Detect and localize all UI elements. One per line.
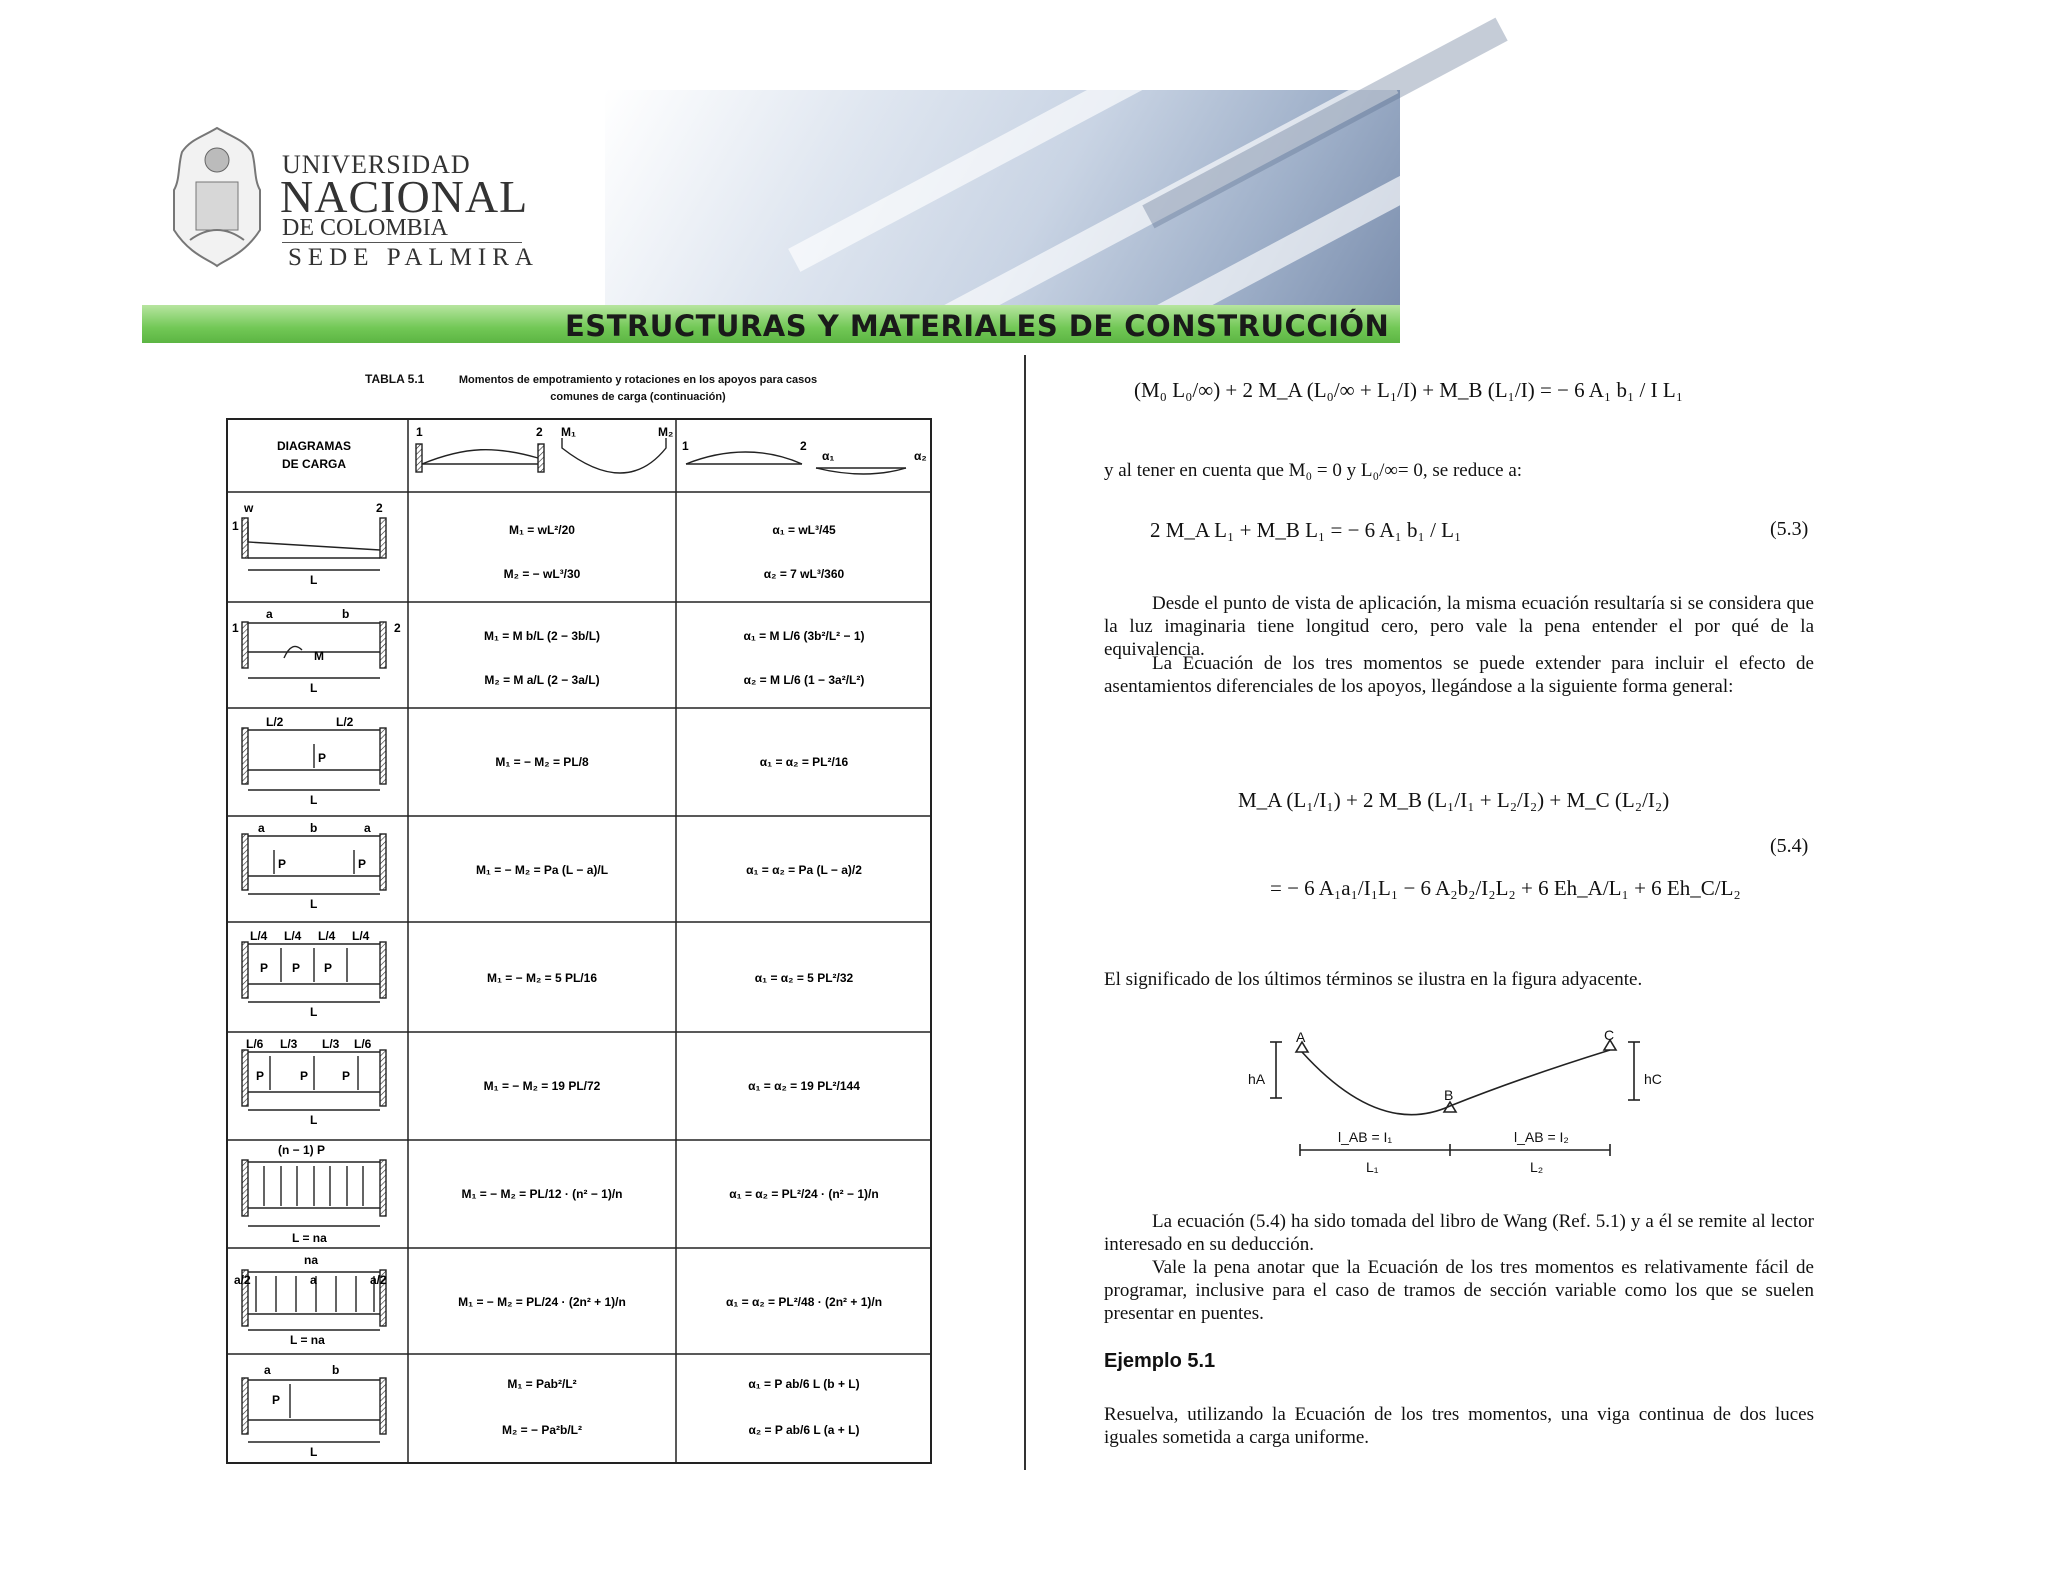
svg-text:b: b (342, 607, 350, 621)
equation-5-4-line1: M_A (L₁/I₁) + 2 M_B (L₁/I₁ + L₂/I₂) + M_C (L₂/I₂) (1238, 788, 1670, 812)
svg-text:(n − 1) P: (n − 1) P (278, 1143, 326, 1157)
svg-text:P: P (300, 1069, 309, 1083)
svg-text:α₁ = α₂ = PL²/16: α₁ = α₂ = PL²/16 (759, 755, 849, 769)
paragraph-figure-reference: El significado de los últimos términos se ilustra en la figura adyacente. (1104, 969, 1643, 990)
example-title: Ejemplo 5.1 (1104, 1350, 1216, 1372)
svg-text:M₁ = M b/L (2 − 3b/L): M₁ = M b/L (2 − 3b/L) (483, 629, 601, 643)
fig-label-a: A (1296, 1029, 1306, 1045)
svg-text:L: L (310, 573, 318, 587)
svg-text:M₁ = − M₂ = Pa (L − a)/L: M₁ = − M₂ = Pa (L − a)/L (475, 863, 609, 877)
equation-5-3-number: (5.3) (1770, 518, 1809, 540)
svg-text:P: P (342, 1069, 351, 1083)
university-crest-logo (160, 120, 275, 270)
svg-text:P: P (318, 751, 327, 765)
svg-text:α₂ = M L/6 (1 − 3a²/L²): α₂ = M L/6 (1 − 3a²/L²) (743, 673, 865, 687)
svg-text:L/3: L/3 (280, 1037, 298, 1051)
svg-text:P: P (292, 961, 301, 975)
svg-text:na: na (304, 1253, 319, 1267)
paragraph-wang-reference: La ecuación (5.4) ha sido tomada del libro de Wang (Ref. 5.1) y a él se remite al lector interesado en su deducción. (1104, 1211, 1814, 1255)
svg-text:α₂ = P ab/6 L (a + L): α₂ = P ab/6 L (a + L) (748, 1423, 860, 1437)
svg-text:L/4: L/4 (250, 929, 268, 943)
fig-label-l2: L₂ (1530, 1159, 1544, 1175)
svg-text:L/2: L/2 (336, 715, 354, 729)
diagrams-header-1: DIAGRAMAS (277, 439, 351, 453)
formula-r1-a2: α₂ = 7 wL³/360 (763, 567, 845, 581)
svg-text:M₂ = − Pa²b/L²: M₂ = − Pa²b/L² (501, 1423, 583, 1437)
svg-text:a: a (310, 1273, 317, 1287)
svg-text:a: a (364, 821, 371, 835)
formula-r1-m1: M₁ = wL²/20 (509, 523, 575, 537)
svg-text:L/6: L/6 (246, 1037, 264, 1051)
svg-text:a: a (266, 607, 273, 621)
svg-text:1: 1 (416, 425, 423, 439)
table-caption-title: Momentos de empotramiento y rotaciones en los apoyos para casos comunes de carga (continuación) (458, 374, 818, 403)
fig-label-ha: hA (1248, 1071, 1266, 1087)
fig-label-l1: L₁ (1366, 1159, 1379, 1175)
svg-text:α₁ = α₂ = PL²/24 · (n² − 1)/n: α₁ = α₂ = PL²/24 · (n² − 1)/n (729, 1187, 879, 1201)
logo-rule (282, 242, 522, 243)
svg-text:L/4: L/4 (352, 929, 370, 943)
svg-text:M: M (314, 649, 324, 663)
logo-text-universidad: UNIVERSIDAD (282, 150, 471, 179)
svg-text:L/3: L/3 (322, 1037, 340, 1051)
logo-text-campus: SEDE PALMIRA (288, 244, 539, 271)
fig-label-lab1: l_AB = I₁ (1338, 1129, 1393, 1145)
svg-text:α₁: α₁ (822, 449, 835, 463)
paragraph-extension: La Ecuación de los tres momentos se puede extender para incluir el efecto de asentamientos diferenciales de los apoyos, llegándose a la siguiente forma general: (1104, 653, 1814, 697)
table-caption-number: TABLA 5.1 (365, 372, 425, 386)
svg-text:M₁ = − M₂ = 5 PL/16: M₁ = − M₂ = 5 PL/16 (486, 971, 598, 985)
fig-label-b: B (1444, 1087, 1454, 1103)
svg-text:1: 1 (232, 519, 239, 533)
svg-text:L: L (310, 793, 318, 807)
svg-text:α₁ = M L/6 (3b²/L² − 1): α₁ = M L/6 (3b²/L² − 1) (743, 629, 865, 643)
equation-5-4-line2: = − 6 A₁a₁/I₁L₁ − 6 A₂b₂/I₂L₂ + 6 Eh_A/L₁ + 6 Eh_C/L₂ (1270, 876, 1741, 900)
svg-text:P: P (256, 1069, 265, 1083)
diagrams-header-2: DE CARGA (281, 457, 347, 471)
svg-text:2: 2 (376, 501, 383, 515)
svg-text:α₁ = α₂ = 5 PL²/32: α₁ = α₂ = 5 PL²/32 (754, 971, 854, 985)
svg-text:L = na: L = na (290, 1333, 325, 1347)
fig-label-lab2: l_AB = I₂ (1514, 1129, 1569, 1145)
svg-text:α₁ = P ab/6 L (b + L): α₁ = P ab/6 L (b + L) (748, 1377, 860, 1391)
svg-text:L: L (310, 1113, 318, 1127)
svg-text:b: b (332, 1363, 340, 1377)
svg-text:α₁ = α₂ = PL²/48 · (2n² + 1)/n: α₁ = α₂ = PL²/48 · (2n² + 1)/n (725, 1295, 883, 1309)
svg-text:M₁ = Pab²/L²: M₁ = Pab²/L² (507, 1377, 577, 1391)
svg-text:L: L (310, 681, 318, 695)
svg-text:a/2: a/2 (234, 1273, 251, 1287)
svg-text:L/4: L/4 (284, 929, 302, 943)
paragraph-application: Desde el punto de vista de aplicación, la misma ecuación resultaría si se considera que la luz imaginaria tiene longitud cero, pero vale la pena entender el por qué de la equivalencia. (1104, 593, 1814, 660)
svg-text:M₂: M₂ (658, 425, 674, 439)
header-banner-image (605, 90, 1400, 308)
svg-text:2: 2 (536, 425, 543, 439)
fig-label-c: C (1604, 1027, 1615, 1043)
svg-text:M₁ = − M₂ = PL/8: M₁ = − M₂ = PL/8 (495, 755, 589, 769)
svg-text:L/6: L/6 (354, 1037, 372, 1051)
fig-label-hc: hC (1644, 1071, 1662, 1087)
svg-text:b: b (310, 821, 318, 835)
paragraph-programming: Vale la pena anotar que la Ecuación de los tres momentos es relativamente fácil de programar, inclusive para el caso de tramos de sección variable como los que se suelen presentar en puentes. (1104, 1257, 1814, 1324)
svg-text:L: L (310, 897, 318, 911)
svg-text:α₁ = α₂ = Pa (L − a)/2: α₁ = α₂ = Pa (L − a)/2 (746, 863, 862, 877)
diag1-w: w (244, 501, 254, 515)
svg-text:M₂ = M a/L (2 − 3a/L): M₂ = M a/L (2 − 3a/L) (484, 673, 600, 687)
formula-r1-m2: M₂ = − wL³/30 (503, 567, 581, 581)
paragraph-example-statement: Resuelva, utilizando la Ecuación de los tres momentos, una viga continua de dos luces iguales sometida a carga uniforme. (1104, 1404, 1814, 1448)
equation-5-3: 2 M_A L₁ + M_B L₁ = − 6 A₁ b₁ / L₁ (1150, 518, 1462, 542)
svg-text:L/4: L/4 (318, 929, 336, 943)
svg-text:α₁ = α₂ = 19 PL²/144: α₁ = α₂ = 19 PL²/144 (748, 1079, 860, 1093)
svg-text:P: P (272, 1393, 281, 1407)
svg-text:M₁ = − M₂ = PL/12 · (n² − 1)/n: M₁ = − M₂ = PL/12 · (n² − 1)/n (461, 1187, 623, 1201)
column-separator (1024, 355, 1026, 1470)
formula-r1-a1: α₁ = wL³/45 (772, 523, 836, 537)
svg-text:a: a (258, 821, 265, 835)
svg-text:M₁: M₁ (561, 425, 576, 439)
svg-text:M₁ = − M₂ = PL/24 · (2n² + 1)/: M₁ = − M₂ = PL/24 · (2n² + 1)/n (458, 1295, 626, 1309)
svg-text:P: P (260, 961, 269, 975)
svg-text:α₂: α₂ (914, 449, 927, 463)
svg-text:L/2: L/2 (266, 715, 284, 729)
svg-text:P: P (358, 857, 367, 871)
svg-text:P: P (278, 857, 287, 871)
svg-text:L: L (310, 1005, 318, 1019)
equation-general-imaginary-span: (M₀ L₀/∞) + 2 M_A (L₀/∞ + L₁/I) + M_B (L₁/I) = − 6 A₁ b₁ / I L₁ (1134, 378, 1684, 402)
svg-text:L = na: L = na (292, 1231, 327, 1245)
svg-text:a/2: a/2 (370, 1273, 387, 1287)
svg-text:P: P (324, 961, 333, 975)
svg-text:L: L (310, 1445, 318, 1459)
logo-text-nacional: NACIONAL (280, 171, 529, 222)
course-title: ESTRUCTURAS Y MATERIALES DE CONSTRUCCIÓN (565, 309, 1390, 343)
svg-text:1: 1 (682, 439, 689, 453)
svg-text:2: 2 (394, 621, 401, 635)
equation-5-4-number: (5.4) (1770, 835, 1809, 857)
svg-text:M₁ = − M₂ = 19 PL/72: M₁ = − M₂ = 19 PL/72 (483, 1079, 601, 1093)
svg-text:a: a (264, 1363, 271, 1377)
svg-text:2: 2 (800, 439, 807, 453)
reduce-text: y al tener en cuenta que M₀ = 0 y L₀/∞= 0, se reduce a: (1104, 460, 1523, 481)
svg-text:1: 1 (232, 621, 239, 635)
fixed-end-moments-table (226, 418, 932, 1464)
support-settlement-figure (1230, 1028, 1660, 1178)
logo-text-colombia: DE COLOMBIA (282, 215, 448, 241)
